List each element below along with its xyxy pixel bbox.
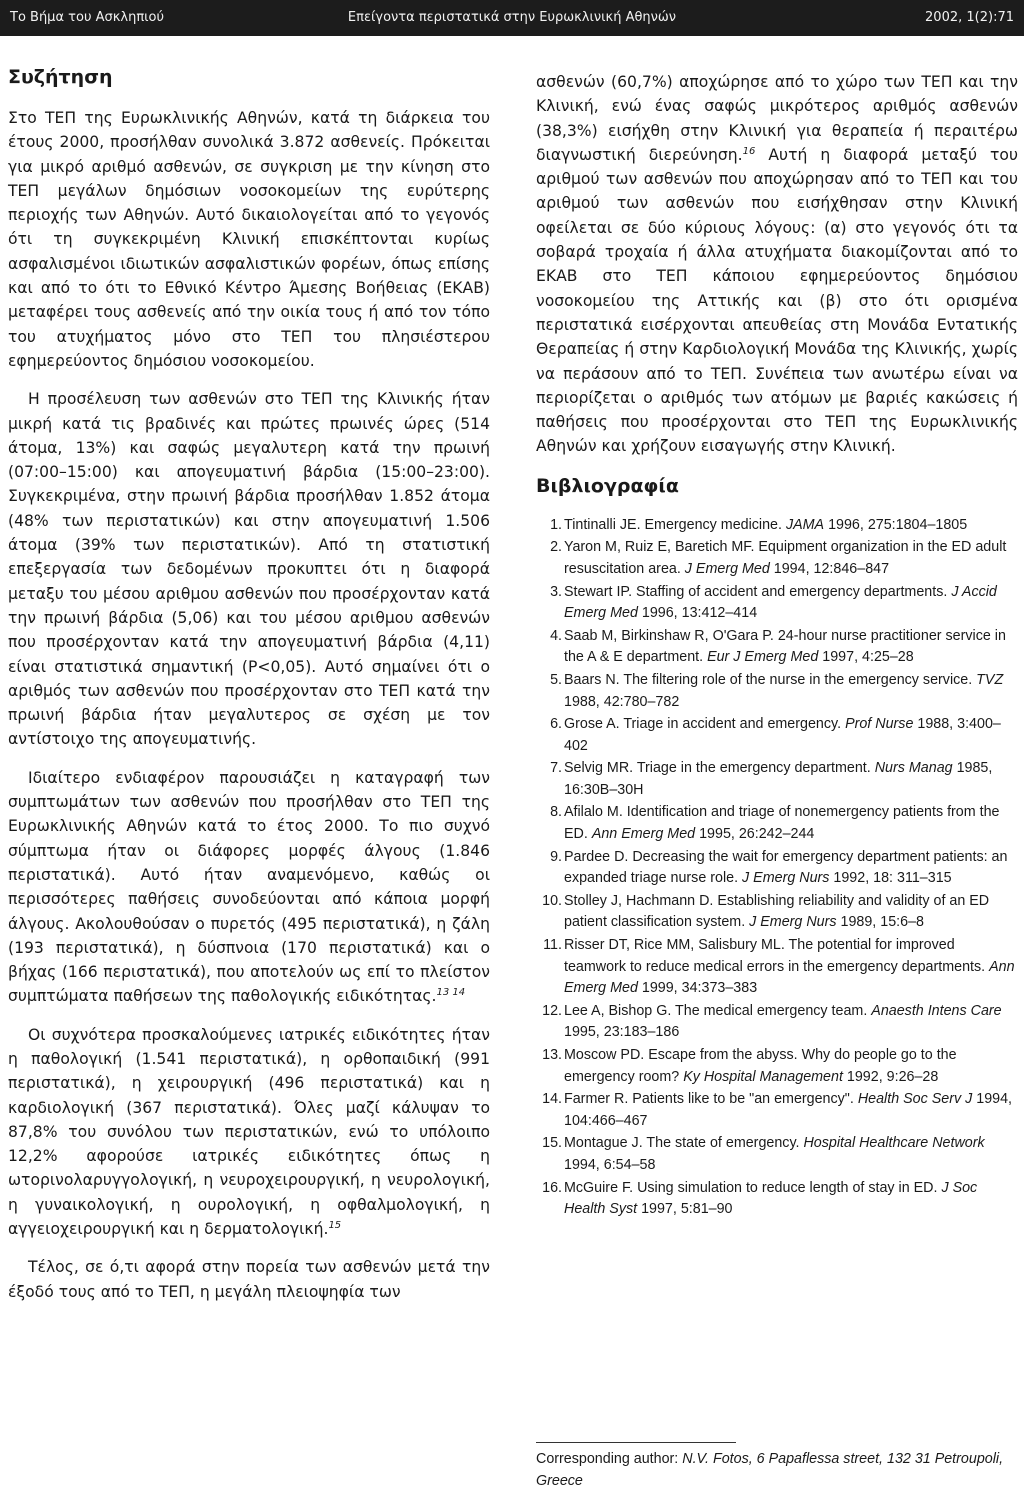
reference-volume-pages: 1994, 6:54–58 <box>564 1156 656 1173</box>
reference-item <box>536 1133 1018 1176</box>
reference-item <box>536 626 1018 669</box>
reference-journal: J Emerg Nurs <box>749 914 837 931</box>
reference-volume-pages: 1988, 3:400–402 <box>564 716 1001 754</box>
reference-volume-pages: 1996, 275:1804–1805 <box>824 516 968 533</box>
reference-number: 5. <box>550 671 562 688</box>
reference-volume-pages: 1997, 4:25–28 <box>818 649 914 666</box>
reference-item <box>536 847 1018 890</box>
right-column <box>536 64 1018 1222</box>
discussion-heading: Συζήτηση <box>8 66 113 88</box>
reference-authors-title: Grose A. Triage in accident and emergency. <box>564 716 846 733</box>
reference-journal: TVZ <box>976 671 1004 688</box>
bibliography-heading: Βιβλιογραφία <box>536 474 679 497</box>
reference-journal: J Emerg Nurs <box>742 870 830 887</box>
discussion-paragraph-1: Στο ΤΕΠ της Ευρωκλινικής Αθηνών, κατά τη διάρκεια του έτους 2000, προσήλθαν συνολικά 3.872 ασθενείς. Πρόκειται για μικρό αριθμό ασθενών, σε συγκριση με την κίνηση στο ΤΕΠ μεγάλων δημόσιων νοσοκομείων της ευρύτερης περιοχής των Αθηνών. Αυτό δικαιολογείται από το γεγονός ότι τη συγκεκριμένη Κλινική επισκέπτονται κυρίως ασφαλισμένοι ιδιωτικών ασφαλιστικών φορέων, όπως επίσης και από το ότι το Εθνικό Κέντρο Άμεσης Βοήθειας (ΕΚΑΒ) μεταφέρει τους ασθενείς από την οικία τους ή από τον τόπο του ατυχήματος μόνο στο ΤΕΠ του πλησιέστερου εφημερεύοντος δημόσιου νοσοκομείου. <box>8 109 490 370</box>
reference-number: 13. <box>542 1047 562 1063</box>
reference-number: 11. <box>543 937 562 954</box>
discussion-paragraph-5: Τέλος, σε ό,τι αφορά στην πορεία των ασθενών μετά την έξοδό τους από το ΤΕΠ, η μεγάλη πλειοψηφία των <box>8 1258 490 1301</box>
reference-item <box>536 515 1018 537</box>
reference-journal: Hospital Healthcare Network <box>803 1135 985 1152</box>
reference-text <box>564 847 1018 890</box>
reference-item <box>536 891 1018 934</box>
reference-list <box>536 515 1018 1221</box>
discussion-paragraph-4 <box>8 1023 490 1242</box>
reference-authors-title: Selvig MR. Triage in the emergency department. <box>564 760 875 777</box>
reference-text <box>564 582 1018 625</box>
reference-number: 1. <box>550 516 562 533</box>
reference-number: 9. <box>550 848 562 865</box>
reference-item <box>536 1178 1018 1221</box>
reference-journal: Anaesth Intens Care <box>871 1002 1002 1019</box>
reference-number: 2. <box>550 539 562 556</box>
reference-text <box>564 670 1018 713</box>
reference-authors-title: Baars N. The filtering role of the nurse in the emergency service. <box>564 671 977 688</box>
corresponding-author <box>536 1448 1018 1492</box>
reference-text <box>564 515 1018 537</box>
reference-text <box>564 1045 1018 1088</box>
reference-authors-title: Risser DT, Rice MM, Salisbury ML. The potential for improved teamwork to reduce medical errors in the emergency departments. <box>564 937 990 975</box>
reference-authors-title: Saab M, Birkinshaw R, O'Gara P. 24-hour nurse practitioner service in the A & E department. <box>564 627 1006 666</box>
header-issue-info: 2002, 1(2):71 <box>925 10 1014 25</box>
reference-journal: Eur J Emerg Med <box>707 649 819 666</box>
reference-journal: Ann Emerg Med <box>564 958 1015 997</box>
reference-text <box>564 935 1018 1000</box>
header-article-title: Επείγοντα περιστατικά στην Ευρωκλινική Αθηνών <box>347 10 677 25</box>
reference-item <box>536 670 1018 713</box>
reference-text <box>564 1001 1018 1044</box>
reference-item <box>536 1001 1018 1044</box>
reference-volume-pages: 1989, 15:6–8 <box>836 914 924 931</box>
reference-journal: Nurs Manag <box>874 760 953 777</box>
reference-item <box>536 714 1018 757</box>
reference-volume-pages: 1996, 13:412–414 <box>637 605 758 622</box>
reference-text <box>564 626 1018 669</box>
reference-volume-pages: 1992, 9:26–28 <box>842 1068 939 1085</box>
reference-number: 10. <box>542 892 562 909</box>
reference-authors-title: Stewart IP. Staffing of accident and emergency departments. <box>564 583 952 600</box>
reference-volume-pages: 1988, 42:780–782 <box>564 693 680 710</box>
reference-volume-pages: 1994, 104:466–467 <box>564 1091 1013 1129</box>
reference-authors-title: Tintinalli JE. Emergency medicine. <box>564 516 786 533</box>
reference-number: 16. <box>542 1179 562 1196</box>
reference-volume-pages: 1994, 12:846–847 <box>769 560 890 577</box>
discussion-paragraph-2: Η προσέλευση των ασθενών στο ΤΕΠ της Κλινικής ήταν μικρή κατά τις βραδινές και πρώτες πρωινές ώρες (514 άτομα, 13%) και σαφώς μεγαλυτερη κατά την πρωινή (07:00–15:00) και απογευματινή βάρδια (15:00–23:00). Συγκεκριμένα, στην πρωινή βάρδια προσήλθαν 1.852 άτομα (48% των περιστατικών) και στην απογευματινή 1.506 άτομα (39% των περιστατικών). Από τη στατιστική επεξεργασία των δεδομένων προκυπτει ότι η διαφορά μεταξυ του μέσου αριθμου ασθενών που προσέρχονταν κατά την πρωινή βάρδια (5,06) και του μέσου αριθμου ασθενών που προσέρχονταν κατά την απογευματινή βάρδια (4,11) είναι στατιστικά σημαντική (P<0,05). Αυτό σημαίνει ότι ο αριθμός των ασθενών που προσέρχονταν στο ΤΕΠ κατά την πρωινή βάρδια ήταν μεγαλυτερος σε σχέση με τον αντίστοιχο της απογευματινής. <box>8 390 490 749</box>
reference-number: 14. <box>542 1091 562 1108</box>
reference-authors-title: Lee A, Bishop G. The medical emergency team. <box>564 1002 872 1019</box>
reference-volume-pages: 1992, 18: 311–315 <box>829 870 952 887</box>
reference-authors-title: Moscow PD. Escape from the abyss. Why do people go to the emergency room? <box>564 1047 957 1085</box>
reference-text <box>564 714 1018 757</box>
paragraph-3-text: Ιδιαίτερο ενδιαφέρον παρουσιάζει η καταγραφή των συμπτωμάτων των ασθενών που προσήλθαν στο ΤΕΠ της Ευρωκλινικής Αθηνών κατά το έτος 2000. Το πιο συχνό σύμπτωμα ήταν οι διάφορες μορφές άλγους (1.846 περιστατικά). Αυτό ήταν αναμενόμενο, καθώς οι περισσότερες παθήσεις συνοδεύονται από κάποια μορφή άλγους. Ακολουθούσαν ο πυρετός (495 περιστατικά), η ζάλη (193 περιστατικά), η δύσπνοια (170 περιστατικά) και ο βήχας (166 περιστατικά), που αποτελούν ως επί το πλείστον συμπτώματα παθήσεων της παθολογικής ειδικότητας. <box>8 768 490 1006</box>
reference-volume-pages: 1995, 23:183–186 <box>564 1024 680 1041</box>
reference-text <box>564 802 1018 845</box>
reference-authors-title: Farmer R. Patients like to be "an emergency". <box>564 1091 858 1108</box>
citation-16: 16 <box>742 145 756 157</box>
reference-number: 3. <box>550 583 562 600</box>
reference-item <box>536 935 1018 1000</box>
reference-text <box>564 1089 1018 1132</box>
left-column <box>8 64 490 1318</box>
reference-volume-pages: 1999, 34:373–383 <box>637 980 758 997</box>
reference-text <box>564 891 1018 934</box>
reference-volume-pages: 1995, 26:242–244 <box>695 826 815 843</box>
reference-number: 6. <box>550 716 562 733</box>
reference-authors-title: Stolley J, Hachmann D. Establishing reliability and validity of an ED patient classification system. <box>564 892 990 931</box>
reference-text <box>564 537 1018 580</box>
reference-authors-title: Montague J. The state of emergency. <box>564 1135 804 1152</box>
reference-journal: Prof Nurse <box>845 716 914 733</box>
reference-volume-pages: 1997, 5:81–90 <box>637 1201 733 1218</box>
reference-volume-pages: 1985, 16:30B–30H <box>564 760 993 798</box>
reference-journal: J Soc Health Syst <box>564 1179 978 1218</box>
reference-journal: JAMA <box>785 516 825 533</box>
reference-journal: J Emerg Med <box>684 560 770 577</box>
reference-journal: Ann Emerg Med <box>591 826 696 843</box>
reference-authors-title: Pardee D. Decreasing the wait for emergency department patients: an expanded triage nurse role. <box>564 848 1008 887</box>
running-header <box>0 0 1024 36</box>
paragraph-6-text-cont: Αυτή η διαφορά μεταξύ του αριθμού των ασθενών που αποχώρησαν από το ΤΕΠ και του αριθμού των ασθενών που εισήχθησαν στην Κλινική οφείλεται σε δύο κύριους λόγους: (α) στο γεγονός ότι τα σοβαρά τροχαία ή άλλα ατυχήματα διακομίζονται από το ΕΚΑΒ στο ΤΕΠ κάποιου εφημερεύοντος δημόσιου νοσοκομείου της Αττικής και (β) στο ότι ορισμένα περιστατικά εισέρχονται απευθείας στη Μονάδα Εντατικής Θεραπείας ή στην Καρδιολογική Μονάδα της Κλινικής, χωρίς να περάσουν από το ΤΕΠ. Συνέπεια των ανωτέρω είναι να περιορίζεται ο αριθμός των ατόμων με βαριές κακώσεις ή παθήσεις που προσέρχονται στο ΤΕΠ της Ευρωκλινικής Αθηνών και χρήζουν εισαγωγής στην Κλινική. <box>536 145 1018 456</box>
reference-text <box>564 758 1018 801</box>
citation-13-14: 13 14 <box>436 987 466 999</box>
paragraph-6-text: ασθενών (60,7%) αποχώρησε από το χώρο των ΤΕΠ και την Κλινική, ενώ ένας σαφώς μικρότερος αριθμός ασθενών (38,3%) εισήχθη στην Κλινική για θεραπεία ή περαιτέρω διαγνωστική διερεύνηση. <box>536 73 1018 164</box>
reference-journal: J Accid Emerg Med <box>564 583 997 622</box>
reference-number: 8. <box>550 804 562 821</box>
reference-item <box>536 537 1018 580</box>
reference-authors-title: Afilalo M. Identification and triage of nonemergency patients from the ED. <box>564 804 1000 843</box>
reference-number: 7. <box>550 760 562 777</box>
header-journal-name: Το Βήμα του Ασκληπιού <box>10 10 165 25</box>
reference-item <box>536 802 1018 845</box>
discussion-paragraph-3 <box>8 766 490 1009</box>
reference-item <box>536 758 1018 801</box>
reference-number: 12. <box>542 1002 562 1019</box>
corresponding-author-label: Corresponding author: <box>536 1451 683 1467</box>
reference-text <box>564 1178 1018 1221</box>
reference-journal: Ky Hospital Management <box>683 1068 843 1085</box>
footnote-divider <box>536 1442 736 1443</box>
reference-number: 4. <box>550 627 562 644</box>
reference-item <box>536 1045 1018 1088</box>
reference-item <box>536 582 1018 625</box>
citation-15: 15 <box>328 1219 342 1231</box>
reference-item <box>536 1089 1018 1132</box>
reference-authors-title: McGuire F. Using simulation to reduce length of stay in ED. <box>564 1179 942 1196</box>
reference-number: 15. <box>542 1135 562 1152</box>
reference-journal: Health Soc Serv J <box>857 1091 973 1108</box>
reference-authors-title: Yaron M, Ruiz E, Baretich MF. Equipment organization in the ED adult resuscitation area. <box>564 539 1007 577</box>
corresponding-author-address: N.V. Fotos, 6 Papaflessa street, 132 31 Petroupoli, Greece <box>536 1451 1004 1489</box>
reference-text <box>564 1133 1018 1176</box>
discussion-paragraph-6 <box>536 70 1018 459</box>
paragraph-4-text: Οι συχνότερα προσκαλούμενες ιατρικές ειδικότητες ήταν η παθολογική (1.541 περιστατικά), η ορθοπαιδική (991 περιστατικά), η χειρουργική (496 περιστατικά) και η καρδιολογική (367 περιστατικά). Όλες μαζί κάλυψαν το 87,8% του συνόλου των περιστατικών, ενώ το υπόλοιπο 12,2% αφορούσε ιατρικές ειδικότητες όπως η ωτορινολαρυγγολογική, η νευροχειρουργική, η νευρολογική, η γυναικολογική, η ουρολογική, η οφθαλμολογική, η αγγειοχειρουργική και η δερματολογική. <box>8 1025 490 1239</box>
